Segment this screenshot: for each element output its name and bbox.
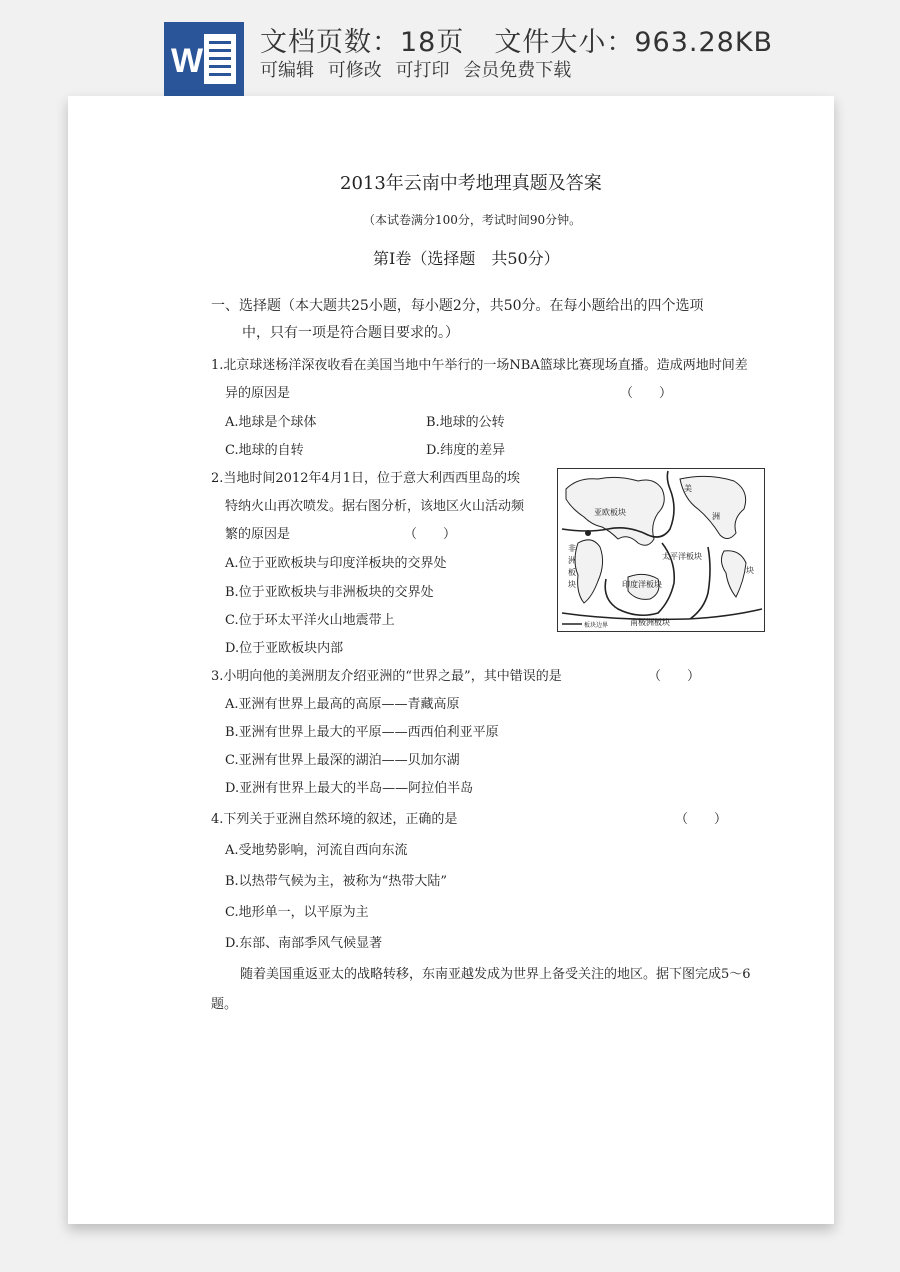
instruction-line-2: 中，只有一项是符合题目要求的。） (242, 325, 459, 341)
plate-boundary-map (557, 468, 765, 632)
q1-stem-2: 异的原因是 (225, 386, 291, 401)
q4-answer-bracket: （ ） (675, 812, 728, 827)
map-label-africa-3: 板 (568, 568, 576, 577)
instruction-line-1: 一、选择题（本大题共25小题，每小题2分，共50分。在每小题给出的四个选项 (211, 298, 704, 314)
word-icon (164, 22, 244, 96)
section-heading: 第Ⅰ卷（选择题 共50分） (373, 249, 560, 268)
q2-stem-2: 特纳火山再次喷发。据右图分析，该地区火山活动频 (225, 499, 525, 514)
feature-editable: 可编辑 (260, 60, 314, 81)
q2-option-d: D.位于亚欧板块内部 (225, 641, 344, 656)
q1-option-c: C.地球的自转 (225, 443, 304, 458)
q5-6-intro-line-2: 题。 (211, 997, 238, 1012)
q2-option-a: A.位于亚欧板块与印度洋板块的交界处 (225, 556, 447, 571)
file-size: 文件大小：963.28KB (494, 27, 774, 58)
map-legend (562, 621, 608, 629)
q4-option-a: A.受地势影响，河流自西向东流 (225, 843, 408, 858)
feature-printable: 可打印 (395, 60, 450, 81)
q3-answer-bracket: （ ） (648, 669, 701, 684)
page-count: 文档页数：18页 (260, 27, 465, 58)
map-legend-label: 板块边界 (584, 622, 609, 629)
q2-stem-3: 繁的原因是 (225, 527, 291, 542)
feature-list (260, 56, 579, 82)
file-info (260, 20, 773, 59)
q4-option-d: D.东部、南部季风气候显著 (225, 936, 383, 951)
q4-option-b: B.以热带气候为主，被称为“热带大陆” (225, 874, 447, 889)
q2-stem-1: 2.当地时间2012年4月1日，位于意大利西西里岛的埃 (211, 471, 521, 486)
doc-title: 2013年云南中考地理真题及答案 (340, 173, 602, 194)
q3-option-a: A.亚洲有世界上最高的高原——青藏高原 (225, 697, 460, 712)
q1-answer-bracket: （ ） (620, 386, 673, 401)
map-label-america-2: 洲 (712, 512, 720, 521)
map-label-america-1: 美 (684, 484, 692, 493)
map-label-eurasia: 亚欧板块 (594, 508, 626, 517)
q3-option-b: B.亚洲有世界上最大的平原——西西伯利亚平原 (225, 725, 499, 740)
map-label-africa-2: 洲 (568, 556, 576, 565)
download-banner (0, 0, 900, 100)
map-label-antarctic: 南极洲板块 (630, 618, 670, 627)
q3-option-d: D.亚洲有世界上最大的半岛——阿拉伯半岛 (225, 781, 474, 796)
map-label-africa-1: 非 (568, 544, 576, 553)
doc-subtitle: （本试卷满分100分，考试时间90分钟。 (363, 213, 582, 227)
map-label-pacific: 太平洋板块 (662, 552, 702, 561)
q4-option-c: C.地形单一，以平原为主 (225, 905, 369, 920)
q2-option-c: C.位于环太平洋火山地震带上 (225, 613, 395, 628)
feature-member-download[interactable]: 会员免费下载 (463, 60, 572, 81)
q1-option-d: D.纬度的差异 (426, 443, 506, 458)
feature-modifiable: 可修改 (327, 60, 382, 81)
svg-text:W: W (171, 42, 204, 80)
q4-stem: 4.下列关于亚洲自然环境的叙述，正确的是 (211, 812, 458, 827)
map-label-africa-4: 块 (568, 580, 576, 589)
q2-option-b: B.位于亚欧板块与非洲板块的交界处 (225, 585, 434, 600)
q1-option-b: B.地球的公转 (426, 415, 505, 430)
map-label-indian: 印度洋板块 (622, 580, 662, 589)
q1-stem-1: 1.北京球迷杨洋深夜收看在美国当地中午举行的一场NBA篮球比赛现场直播。造成两地时间差 (211, 358, 748, 373)
map-label-america-3: 块 (746, 566, 754, 575)
q3-option-c: C.亚洲有世界上最深的湖泊——贝加尔湖 (225, 753, 460, 768)
q2-answer-bracket: （ ） (404, 527, 457, 542)
q1-option-a: A.地球是个球体 (225, 415, 317, 430)
document-page (68, 96, 834, 1224)
q3-stem: 3.小明向他的美洲朋友介绍亚洲的“世界之最”，其中错误的是 (211, 669, 562, 684)
q5-6-intro-line-1: 随着美国重返亚太的战略转移，东南亚越发成为世界上备受关注的地区。据下图完成5～6 (240, 967, 751, 982)
